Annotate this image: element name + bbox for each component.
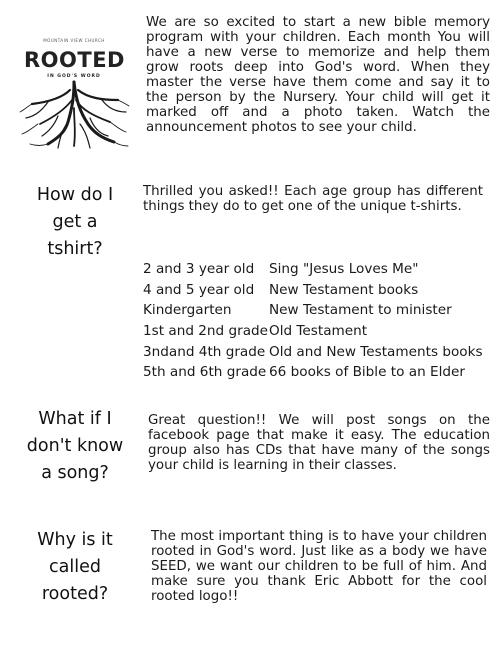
age-group: 2 and 3 year old bbox=[143, 261, 255, 278]
logo-wordmark: ROOTED bbox=[24, 48, 125, 72]
age-task: 66 books of Bible to an Elder bbox=[269, 364, 465, 381]
answer-song: Great question!! We will post songs on the facebook page that make it easy. The education group also has CDs that have many of the songs your child is learning in their classes. bbox=[148, 413, 490, 473]
question-line: don't know bbox=[26, 436, 124, 456]
age-group: 4 and 5 year old bbox=[143, 281, 255, 298]
question-line: called bbox=[49, 557, 101, 577]
age-task: Old and New Testaments books bbox=[269, 343, 483, 360]
age-group: 1st and 2nd grade bbox=[143, 323, 269, 340]
question-line: rooted? bbox=[41, 584, 109, 604]
question-line: What if I bbox=[38, 409, 112, 429]
age-group: 5th and 6th grade bbox=[143, 364, 267, 381]
question-line: a song? bbox=[41, 463, 109, 483]
age-task: New Testament books bbox=[269, 281, 419, 298]
question-line: Why is it bbox=[37, 530, 113, 550]
table-row bbox=[143, 321, 495, 342]
age-group: Kindergarten bbox=[143, 302, 232, 319]
age-task: New Testament to minister bbox=[269, 302, 452, 319]
question-tshirt bbox=[22, 182, 128, 263]
answer-rooted: The most important thing is to have your children rooted in God's word. Just like as a body we have SEED, we want our children to be full of him. And make sure you thank Eric Abbott for the cool rooted logo!! bbox=[151, 529, 487, 604]
table-row bbox=[143, 259, 495, 280]
table-row bbox=[143, 280, 495, 301]
question-rooted bbox=[20, 527, 130, 608]
logo-subtitle: IN GOD'S WORD bbox=[47, 74, 101, 79]
table-row bbox=[143, 300, 495, 321]
question-line: tshirt? bbox=[47, 239, 103, 259]
question-song bbox=[16, 406, 134, 487]
question-line: get a bbox=[52, 212, 98, 232]
table-row bbox=[143, 341, 495, 362]
age-task: Sing "Jesus Loves Me" bbox=[269, 261, 419, 278]
age-group: 3ndand 4th grade bbox=[143, 343, 266, 360]
question-line: How do I bbox=[36, 185, 114, 205]
rooted-logo bbox=[18, 38, 130, 150]
age-task: Old Testament bbox=[269, 323, 368, 340]
intro-paragraph: We are so excited to start a new bible memory program with your children. Each month You will have a new verse to memorize and help them grow roots deep into God's word. When they master the verse have them come and say it to the person by the Nursery. Your child will get it marked off and a photo taken. Watch the announcement photos to see your child. bbox=[146, 15, 490, 135]
age-group-table bbox=[143, 259, 495, 383]
answer-tshirt: Thrilled you asked!! Each age group has different things they do to get one of the unique t-shirts. bbox=[143, 184, 483, 214]
logo-church-name: MOUNTAIN VIEW CHURCH bbox=[43, 38, 105, 43]
table-row bbox=[143, 362, 495, 383]
